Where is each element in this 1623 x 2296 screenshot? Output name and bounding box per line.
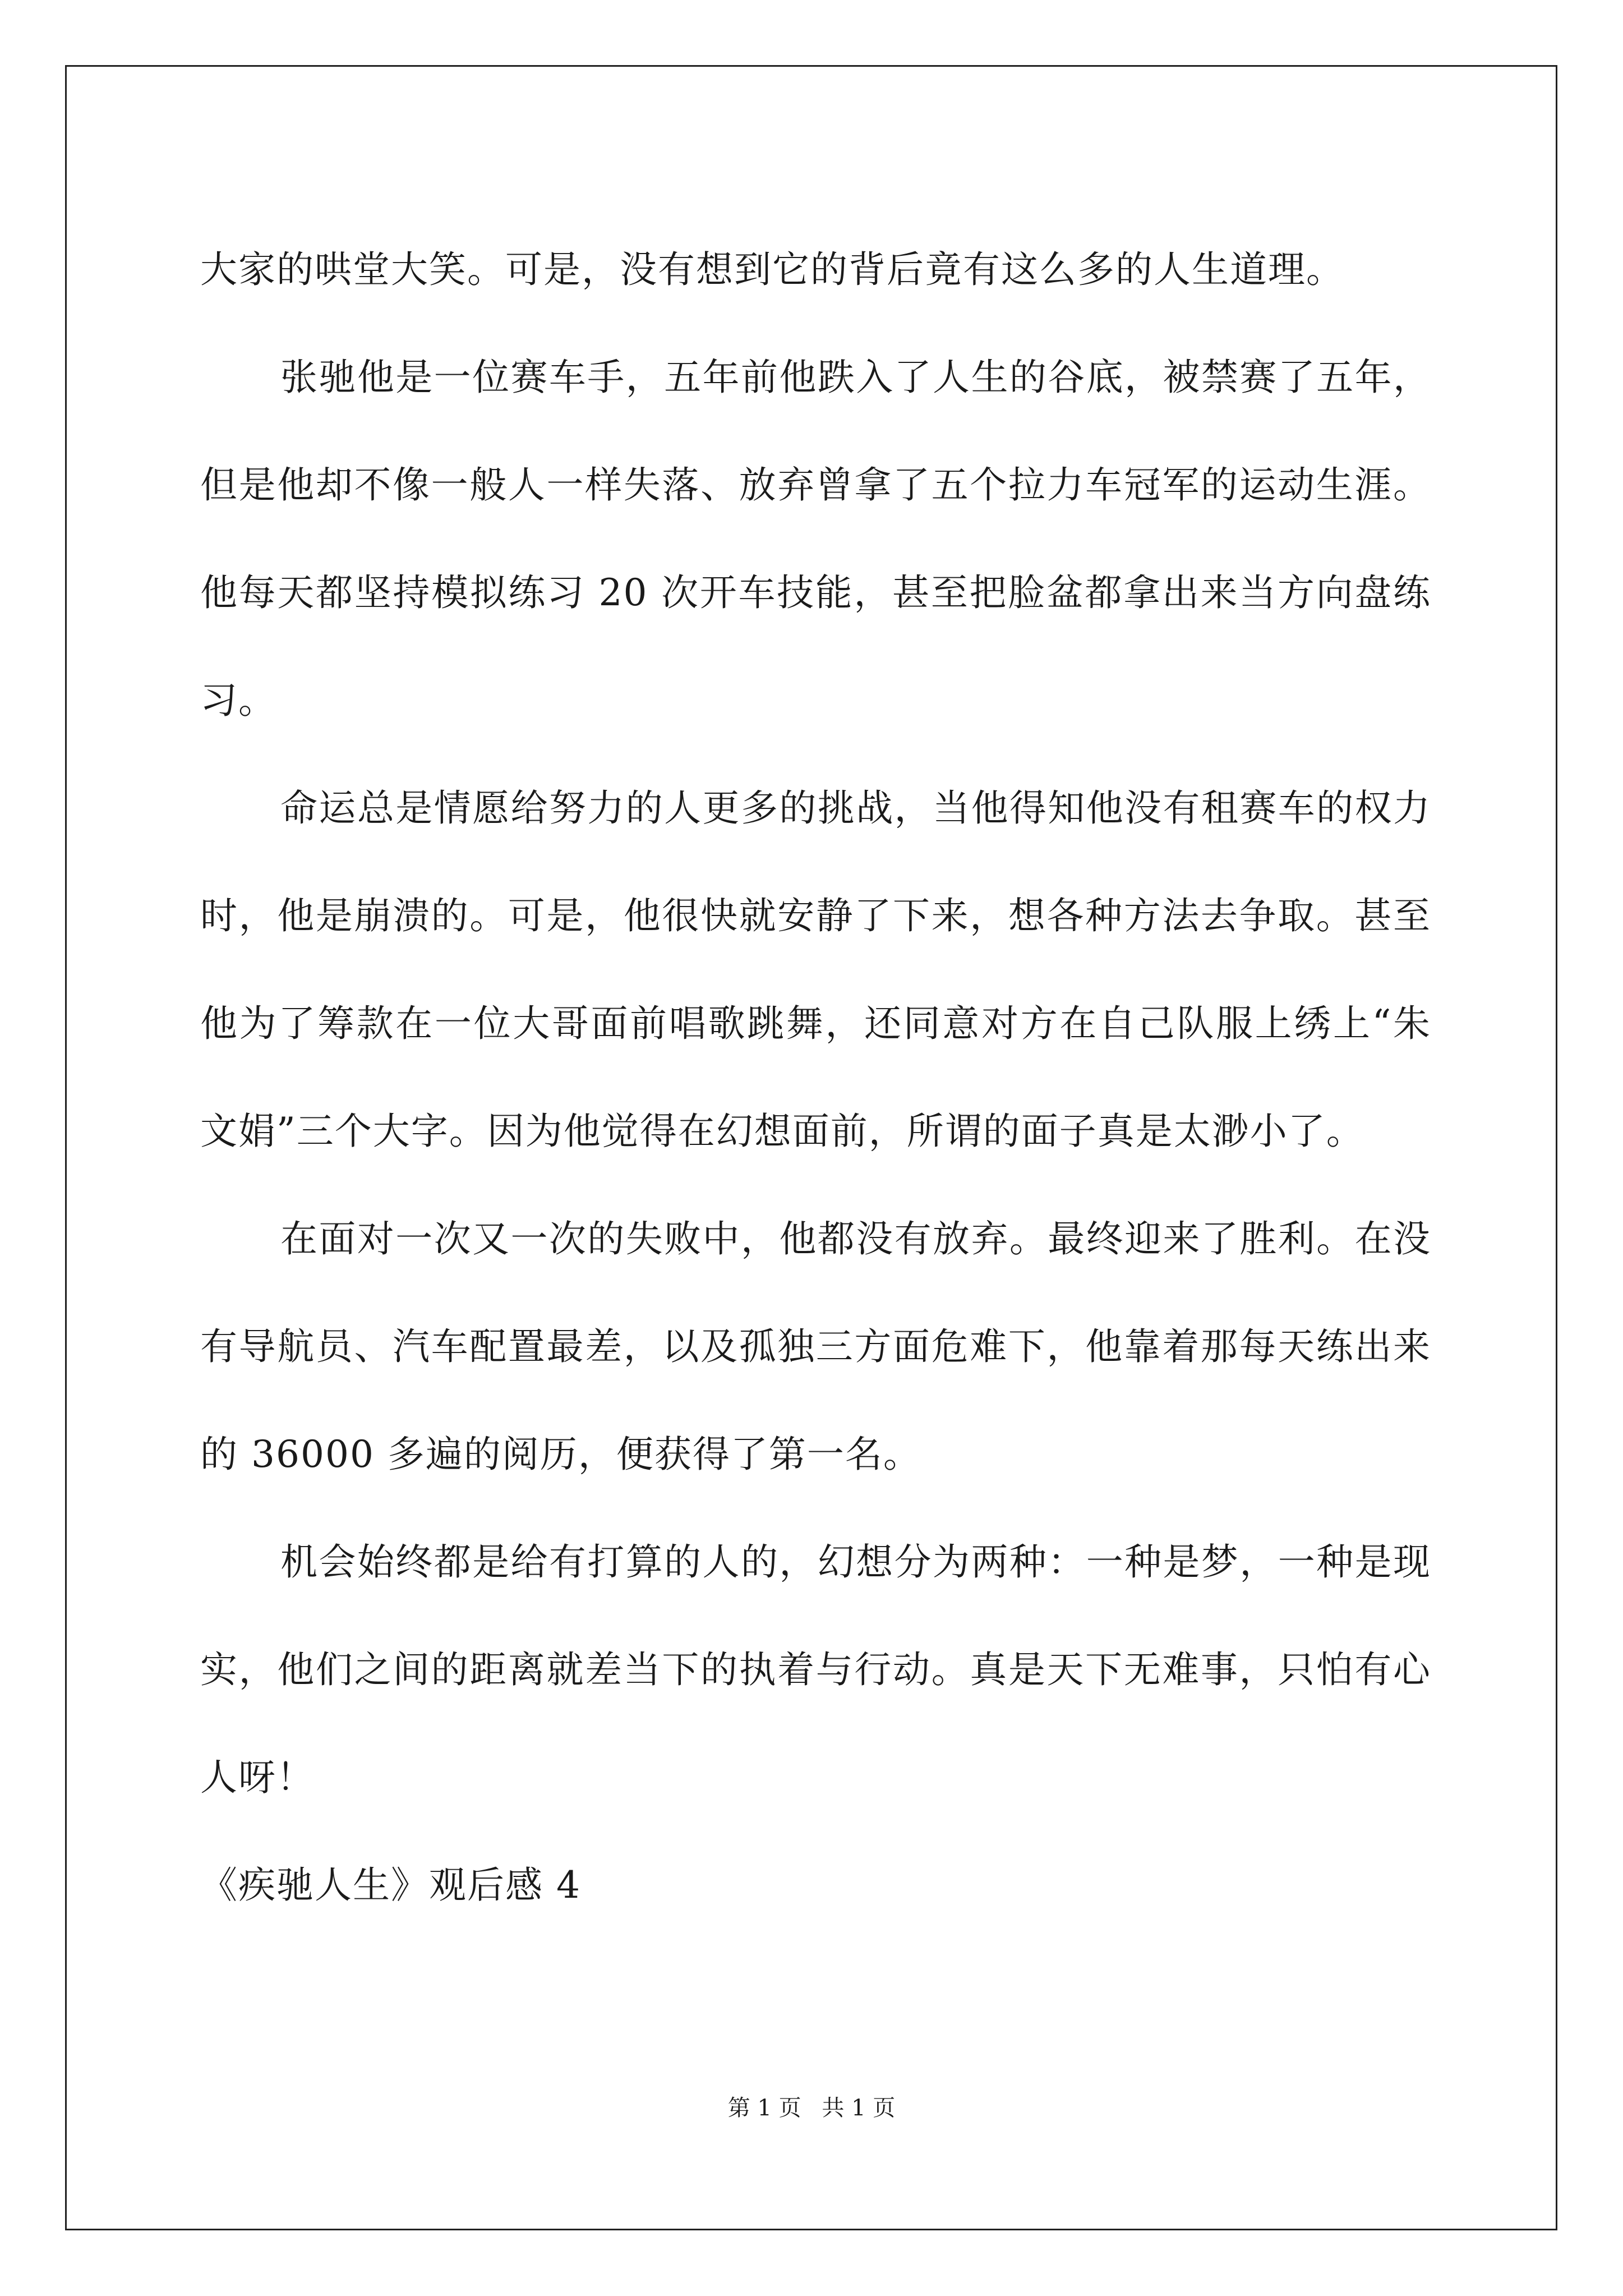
paragraph-3: 命运总是情愿给努力的人更多的挑战，当他得知他没有租赛车的权力时，他是崩溃的。可是，他很快就安静了下来，想各种方法去争取。甚至他为了筹款在一位大哥面前唱歌跳舞，还同意对方在自己队服上绣上“朱文娟”三个大字。因为他觉得在幻想面前，所谓的面子真是太渺小了。 (200, 786, 1431, 1153)
paragraph-5: 机会始终都是给有打算的人的，幻想分为两种：一种是梦，一种是现实，他们之间的距离就差当下的执着与行动。真是天下无难事，只怕有心人呀！ (200, 1540, 1431, 1799)
page-footer (0, 2092, 1623, 2124)
paragraph-4: 在面对一次又一次的失败中，他都没有放弃。最终迎来了胜利。在没有导航员、汽车配置最差，以及孤独三方面危难下，他靠着那每天练出来的 36000 多遍的阅历，便获得了第一名。 (200, 1217, 1431, 1476)
paragraph-1: 大家的哄堂大笑。可是，没有想到它的背后竟有这么多的人生道理。 (200, 248, 1344, 291)
page-number-current: 第 1 页 (727, 2095, 801, 2121)
paragraph-2: 张驰他是一位赛车手，五年前他跌入了人生的谷底，被禁赛了五年，但是他却不像一般人一样失落、放弃曾拿了五个拉力车冠军的运动生涯。他每天都坚持模拟练习 20 次开车技能，甚至把脸盆都拿出来当方向盘练习。 (200, 356, 1431, 722)
section-title: 《疾驰人生》观后感 4 (200, 1864, 581, 1907)
page-number-total: 共 1 页 (822, 2095, 896, 2121)
document-body (200, 216, 1431, 1939)
